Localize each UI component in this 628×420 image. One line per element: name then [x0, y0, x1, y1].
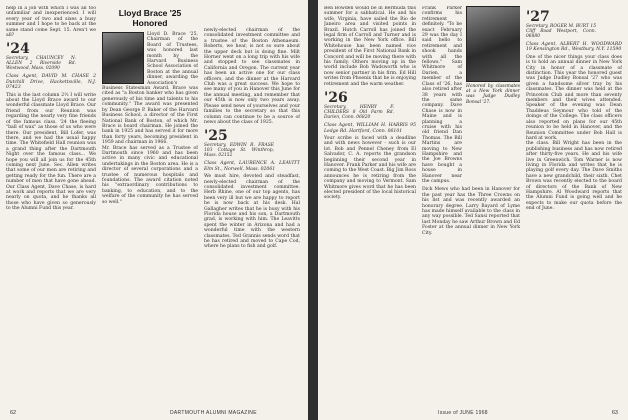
column-text: help in a job with which I was all too unfamiliar and inexperienced. I will every year of two and sixes a busy summer and I hope to be back at the same stand come Sept. 15. Aren't we all? — [6, 6, 96, 39]
page-number: 63 — [611, 410, 618, 416]
left-page — [0, 0, 308, 420]
page-gutter — [308, 0, 318, 420]
column-text: newly-elected chairman of the consolidated investment committee and a trustee of the Boston Athenaeum. Roberts, we hear, is not so sure about the upper deck but is doing fine. Milt Horner went on a long trip with his wife and stopped to see classmates in California and Oregon. The current year has been an active one for our class officers, and the dinner at the Harvard Club was a great success. We hope to see many of you in Hanover this June for the annual meeting, and remember that our 45th is now only two years away. Please send news of yourselves and your families to the secretary so that this column can continue to be a source of news about the class of 1925. — [204, 28, 300, 125]
class-number: '25 — [204, 128, 228, 145]
photo-caption: Honored by classmates at a New York dinner was Judge Dudley Bonsal '27. — [466, 84, 520, 105]
class-24-header — [6, 42, 96, 71]
class-agent: Class Agent, ALBERT H. WOODWARD 19 Kensington Rd., Westbury, N.Y. 11590 — [526, 42, 622, 53]
class-agent: Class Agent, DAVID M. CHASE 2 Dutchill Drive, Hackettsville, N.J. 07423 — [6, 74, 96, 91]
right-column-3 — [526, 6, 622, 400]
class-25-header — [204, 129, 300, 158]
honoree-photo — [466, 6, 520, 82]
class-27-body: One of the nicer things your class does is to hold an annual dinner in New York City in honor of a classmate of distinction. This year the honored guest was Judge Dudley Bonsal '27 who was given a handsome silver tray by his classmates. The dinner was held at the Princeton Club and more than seventy members and their wives attended. Speaker of the evening was Dean Thaddeus Seymour who told of the doings of the College. The class officers also reported on plans for our 45th reunion to be held in Hanover, and the Reunion Committee under Bob Hall is hard at work. — [526, 54, 622, 141]
class-secretary: Secretary, CHAUNCEY N. ALLEN 2 Riverside Rd. Westwood, Mass. 02090 — [6, 56, 76, 72]
class-secretary: Secretary, ROGER M. BURT 15 Cliff Road Westport, Conn. 06880 — [526, 24, 596, 39]
column-text: Ben Bowden would be in Bermuda this summer for a sabbatical. He and his wife, Virginia, have sailed the Rio de Janeiro area and visited points in Brazil. Hutch Carroll has joined the legal firm of Carroll and Turner and is working in the New York office. Bill Whitehouse has been named vice president of the First National Bank in Concord and will be moving there with his family. Others moving up in the world include Bob Wadsworth who is now senior partner in his firm. Ed Hill writes from Phoenix that he is enjoying retirement and the warm weather. — [324, 6, 416, 87]
portrait-photo — [102, 32, 144, 84]
right-page — [318, 0, 628, 420]
class-number: '27 — [526, 9, 550, 25]
class-number: '24 — [6, 41, 30, 58]
right-column-2 — [422, 6, 520, 400]
column-text-cont: Dick Mews who had been in Hanover for the past year has the Three Crowns on his list and was recently awarded an honorary degree. Larry Bayard of Lyme has made himself available to the class in any way possible. Ted Sansi reported that last Monday he saw Arthur Brown and Ed Foster at the annual dinner in New York City. — [422, 187, 520, 236]
left-column-2 — [102, 6, 198, 400]
class-agent: Class Agent, LAURENCE A. LEAVITT Elm St., Norwell, Mass. 02061 — [204, 161, 300, 172]
issue-footer: Issue of JUNE 1968 — [438, 410, 488, 416]
class-24-body: This is the last column 2½ I will write about the Lloyd Brace award to our wonderful classmate Lloyd Brace. Our friend from our Reunion was regarding the nearly very fine friends of the famous class. '24 the fleeing "ball of wax" as those of us who were there. Our president, Bill Lofer, was there, and we had the usual happy time. The Whitefield Hall reunion was a grand thing after the Dartmouth Night over the famous class... We hope you will all join us for the 45th coming next June. Sec. Allen writes that some of our men are retiring and getting ready for the fun. There are a number of men that have gone ahead. Our Class Agent, Dave Chase, is hard at work and reports that we are very nearly on quota, and he thanks all those who have given so generously to the Alumni Fund this year. — [6, 92, 96, 212]
article-body-cont: Mr. Brace has served as a Trustee of Dartmouth since 1960 and has been active in many civic and educational undertakings in the Boston area. He is a director of several corporations and a trustee of numerous hospitals and foundations. The award citation noted his "extraordinary contributions to banking, to education, and to the welfare of the community he has served so well." — [102, 145, 198, 205]
class-secretary: Secretary, HENRY F. CHILDERS 8 Old Farm Rd. Darien, Conn. 06820 — [324, 105, 394, 121]
class-25-body: We must hire, devoted and steadfast, newly-elected chairman of the consolidated investment committee. Herb Rhine, one of our top agents, has been very ill but we are happy to report he is now back at his desk. Hal Gallagher writes that he is busy with his Florida house and his son, a Dartmouth grad, is working with him. The Leavitts spent the winter in Arizona and had a wonderful time with the western classmates. Ted Grannis sends word that he has retired and moved to Cape Cod, where he plans to fish and golf. — [204, 174, 300, 250]
column-text: Frank Parker confirms his retirement definitely. "To be exact February 29 was the day I said hello to retirement and shook hands with all the fellows." Sam Whitmore of Darien, a member of the Class of '26, has also retired after 38 years with the same company. Dave Chase is now in Maine and is planning a cruise with his old friend Dan Thomas. The Bill Martins are moving to New Hampshire and the Joe Browns have bought a house in Hanover near the campus. — [422, 6, 462, 184]
class-26-header — [324, 91, 416, 120]
left-column-3 — [204, 6, 300, 400]
class-secretary: Secretary, EDWIN R. FRASE 103 Cottage St. Winthrop, Mass. 02152 — [204, 143, 274, 159]
left-column-1 — [6, 6, 96, 400]
article-body: Lloyd D. Brace '25, Chairman of the Board of Trustees, was honored last month by the Harvard Business School Association of Boston at the annual dinner, awarding the Association's Business Statesman Award. Brace was cited as "a Boston banker who has given generously of his time and talents to his community." The award was presented by Dean George P. Baker of the Harvard Business School, a director of the First National Bank of Boston, of which Mr. Brace is board chairman. He joined the bank in 1925 and has served it for more than forty years, becoming president in 1959 and chairman in 1966. — [102, 32, 198, 146]
class-26-body: Your scribe is faced with a deadline and with news however - such is our lot. Bob and Pennel Cheney from El Salvador, C. A. reports the grandson beginning their second year in Hanover. Frank Parker and his wife are coming to the West Coast. Big Jim Ross announces he is retiring from the company and moving to Vermont. Sam Whitmore gives word that he has been elected president of the local historical society. — [324, 135, 416, 201]
column-text: the class. Bill Wright has been in the publishing business and has now retired after thirty-five years. He and his wife live in Greenwich. Tom Warner is now living in Florida and writes that he is playing golf every day. The Dave Smiths have a new grandchild, their sixth. Chet Brown was recently elected to the board of directors of the Bank of New Hampshire. Al Woodward reports that the Alumni Fund is going well and he expects to make our quota before the end of June. — [526, 141, 622, 212]
class-number: '26 — [324, 90, 348, 107]
class-27-header — [526, 10, 622, 39]
class-agent: Class Agent, WILLIAM H. HARRIS 95 Ledge Rd. Hartford, Conn. 06101 — [324, 123, 416, 134]
right-column-1 — [324, 6, 416, 400]
article-title: Lloyd Brace '25 Honored — [118, 8, 182, 28]
page-number: 62 — [10, 410, 17, 416]
magazine-footer: DARTMOUTH ALUMNI MAGAZINE — [170, 410, 257, 416]
